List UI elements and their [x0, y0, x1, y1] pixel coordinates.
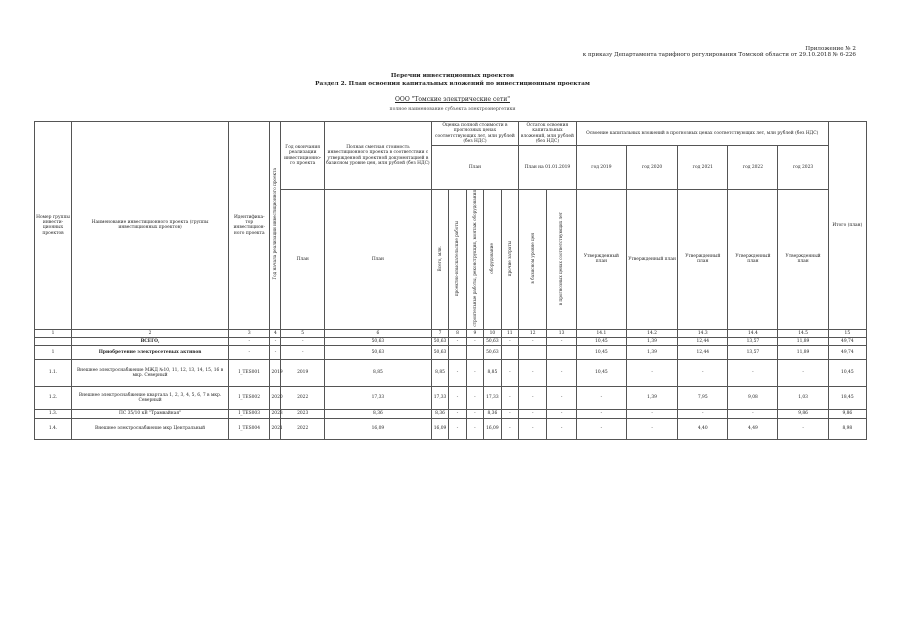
cell-y2021: -	[678, 359, 728, 386]
cell-cost: 16,09	[324, 418, 431, 439]
cell-rf	[547, 345, 576, 359]
header-row-1	[35, 122, 867, 146]
hdr-sub-other: прочие затраты	[501, 190, 518, 330]
cell-id: -	[229, 337, 270, 345]
cell-y2023: -	[778, 418, 828, 439]
appendix-reference: к приказу Департамента тарифного регулирования Томской области от 29.10.2018 № 6-226	[582, 52, 856, 59]
cell-rf: -	[547, 386, 576, 409]
cell-start: 2021	[270, 418, 281, 439]
document-title	[0, 73, 905, 89]
cell-start: -	[270, 337, 281, 345]
cell-y2022: 9,08	[728, 386, 778, 409]
column-number: 3	[229, 329, 270, 337]
cell-id: I_TES002	[229, 386, 270, 409]
cell-y2023: 1,03	[778, 386, 828, 409]
cell-name: Внешнее электроснабжение мкр Центральный	[72, 418, 229, 439]
hdr-sub-pir: проектно-изыскательские работы	[449, 190, 466, 330]
cell-start: -	[270, 345, 281, 359]
cell-pir: -	[449, 409, 466, 418]
column-number: 14.4	[728, 329, 778, 337]
cell-rb: -	[519, 409, 547, 418]
cell-rb: -	[519, 386, 547, 409]
cell-pir	[449, 345, 466, 359]
column-number: 1	[35, 329, 72, 337]
hdr-approved-2022: Утвержденный план	[728, 190, 778, 330]
cell-other: -	[501, 418, 518, 439]
cell-equip: 8,85	[484, 359, 501, 386]
cell-rf: -	[547, 359, 576, 386]
cell-name: ПС 35/10 кВ "Трамвайная"	[72, 409, 229, 418]
cell-total: 8,85	[431, 359, 448, 386]
cell-total: 8,36	[431, 409, 448, 418]
cell-other: -	[501, 409, 518, 418]
cell-name: Приобретение электросетевых активов	[72, 345, 229, 359]
column-number: 14.5	[778, 329, 828, 337]
hdr-approved-2019: Утвержденный план	[576, 190, 626, 330]
cell-start: 2023	[270, 409, 281, 418]
column-number: 15	[828, 329, 866, 337]
cell-id: I_TES003	[229, 409, 270, 418]
company-caption: полное наименование субъекта электроэнергетики	[389, 107, 516, 112]
cell-pir: -	[449, 386, 466, 409]
hdr-year-2023: год 2023	[778, 146, 828, 190]
hdr-project-name: Наименование инвестиционного проекта (группы инвестиционных проектов)	[72, 122, 229, 330]
cell-y2022: 4,49	[728, 418, 778, 439]
hdr-plan-date: План на 01.01.2019	[519, 146, 577, 190]
cell-name: Внешнее электроснабжение квартала 1, 2, 3, 4, 5, 6, 7 в мкр. Северный	[72, 386, 229, 409]
investment-table	[34, 121, 867, 440]
cell-cost: 8,85	[324, 359, 431, 386]
cell-num	[35, 337, 72, 345]
cell-smr: -	[466, 418, 483, 439]
cell-y2023: 11,89	[778, 345, 828, 359]
company-name: ООО "Томские электрические сети"	[395, 96, 510, 103]
cell-rb: -	[519, 418, 547, 439]
column-number: 13	[547, 329, 576, 337]
cell-y2020: 1,39	[626, 337, 677, 345]
table-row	[35, 337, 867, 345]
cell-y2019: -	[576, 409, 626, 418]
hdr-total: Итого (план)	[828, 122, 866, 330]
cell-rf: -	[547, 337, 576, 345]
column-number: 5	[281, 329, 325, 337]
cell-equip: 50,63	[484, 345, 501, 359]
cell-smr: -	[466, 337, 483, 345]
column-number: 14.3	[678, 329, 728, 337]
cell-y2022: -	[728, 409, 778, 418]
hdr-remaining-cost: Остаток освоения капитальных вложений, млн рублей (без НДС)	[519, 122, 577, 146]
column-number: 8	[449, 329, 466, 337]
cell-end: 2022	[281, 386, 325, 409]
cell-y2019: 10,45	[576, 337, 626, 345]
column-number: 2	[72, 329, 229, 337]
cell-y2021: 12,44	[678, 337, 728, 345]
cell-y2023: 11,89	[778, 337, 828, 345]
cell-y2020: -	[626, 359, 677, 386]
cell-end: 2019	[281, 359, 325, 386]
cell-total: 50,63	[431, 337, 448, 345]
hdr-sub-total: Всего, млн.	[431, 190, 448, 330]
cell-cost: 8,36	[324, 409, 431, 418]
table-row	[35, 345, 867, 359]
column-number: 7	[431, 329, 448, 337]
cell-equip: 50,63	[484, 337, 501, 345]
table-row	[35, 359, 867, 386]
table-row	[35, 418, 867, 439]
cell-equip: 8,36	[484, 409, 501, 418]
hdr-approved-2023: Утвержденный план	[778, 190, 828, 330]
cell-end: 2023	[281, 409, 325, 418]
cell-smr	[466, 345, 483, 359]
cell-rf: -	[547, 418, 576, 439]
hdr-start-year-text: Год начала реализации инвестиционного проекта	[272, 168, 278, 281]
cell-y2022: 13,57	[728, 337, 778, 345]
table-row	[35, 409, 867, 418]
cell-equip: 16,09	[484, 418, 501, 439]
cell-y2022: 13,57	[728, 345, 778, 359]
cell-total: 16,09	[431, 418, 448, 439]
cell-cost: 50,63	[324, 337, 431, 345]
cell-y2020: 1,39	[626, 386, 677, 409]
hdr-cost-plan: План	[324, 190, 431, 330]
cell-y2021: 12,44	[678, 345, 728, 359]
cell-end: -	[281, 337, 325, 345]
cell-name: Внешнее электроснабжение МЖД №10, 11, 12, 13, 14, 15, 16 в мкр. Северный	[72, 359, 229, 386]
cell-other	[501, 345, 518, 359]
hdr-group-number: Номер группы инвести-ционных проектов	[35, 122, 72, 330]
hdr-plan-estimate: План	[431, 146, 518, 190]
cell-num: 1.3.	[35, 409, 72, 418]
cell-rf: -	[547, 409, 576, 418]
cell-sum: 49,74	[828, 345, 866, 359]
cell-y2023: -	[778, 359, 828, 386]
cell-num: 1	[35, 345, 72, 359]
hdr-year-2020: год 2020	[626, 146, 677, 190]
hdr-approved-2021: Утвержденный план	[678, 190, 728, 330]
hdr-development: Освоение капитальных вложений в прогнозных ценах соответствующих лет, млн рублей (без НДС)	[576, 122, 828, 146]
hdr-sub-smr: строительные работы, реконструкция, монтаж оборудования	[466, 190, 483, 330]
cell-id: I_TES004	[229, 418, 270, 439]
column-number: 14.2	[626, 329, 677, 337]
cell-pir: -	[449, 418, 466, 439]
cell-name: ВСЕГО,	[72, 337, 229, 345]
cell-y2019: 10,45	[576, 345, 626, 359]
cell-y2021: 7,95	[678, 386, 728, 409]
table-row	[35, 386, 867, 409]
cell-end: 2022	[281, 418, 325, 439]
cell-num: 1.2.	[35, 386, 72, 409]
column-number: 6	[324, 329, 431, 337]
hdr-sub-base: в базисном уровне цен	[519, 190, 547, 330]
cell-y2023: 9,86	[778, 409, 828, 418]
column-number-row	[35, 329, 867, 337]
hdr-sub-forecast: в прогнозных ценах соответствующих лет	[547, 190, 576, 330]
column-number: 11	[501, 329, 518, 337]
cell-rb: -	[519, 359, 547, 386]
cell-y2022: -	[728, 359, 778, 386]
cell-other: -	[501, 337, 518, 345]
title-line-2: Раздел 2. План освоения капитальных вложений по инвестиционным проектам	[315, 80, 590, 87]
cell-y2021: 4,40	[678, 418, 728, 439]
column-number: 10	[484, 329, 501, 337]
cell-start: 2019	[270, 359, 281, 386]
cell-y2020: -	[626, 418, 677, 439]
cell-start: 2020	[270, 386, 281, 409]
hdr-project-id: Идентифика-тор инвестицион-ного проекта	[229, 122, 270, 330]
cell-sum: 10,45	[828, 359, 866, 386]
hdr-full-cost: Полная сметная стоимость инвестиционного проекта в соответствии с утвержденной проектной документацией в базисном уровне цен, млн рублей (без НДС)	[324, 122, 431, 190]
cell-pir: -	[449, 359, 466, 386]
title-line-1: Перечни инвестиционных проектов	[390, 73, 515, 79]
hdr-start-year	[270, 122, 281, 330]
hdr-end-year: Год окончания реализации инвестиционно-го проекта	[281, 122, 325, 190]
cell-cost: 50,63	[324, 345, 431, 359]
column-number: 4	[270, 329, 281, 337]
appendix-header	[583, 46, 856, 59]
cell-num: 1.1.	[35, 359, 72, 386]
hdr-year-2022: год 2022	[728, 146, 778, 190]
column-number: 12	[519, 329, 547, 337]
cell-sum: 18,45	[828, 386, 866, 409]
cell-equip: 17,33	[484, 386, 501, 409]
column-number: 9	[466, 329, 483, 337]
cell-y2021: -	[678, 409, 728, 418]
cell-smr: -	[466, 409, 483, 418]
cell-num: 1.4.	[35, 418, 72, 439]
hdr-approved-2020: Утвержденный план	[626, 190, 677, 330]
cell-smr: -	[466, 386, 483, 409]
cell-sum: 9,86	[828, 409, 866, 418]
appendix-label: Приложение № 2	[805, 46, 856, 52]
cell-other: -	[501, 386, 518, 409]
cell-y2019: -	[576, 418, 626, 439]
cell-y2020: -	[626, 409, 677, 418]
cell-id: I_TES001	[229, 359, 270, 386]
hdr-year-2019: год 2019	[576, 146, 626, 190]
column-number: 14.1	[576, 329, 626, 337]
cell-other: -	[501, 359, 518, 386]
hdr-year-2021: год 2021	[678, 146, 728, 190]
hdr-full-cost-estimate: Оценка полной стоимости в прогнозных ценах соответствующих лет, млн рублей (без НДС)	[431, 122, 518, 146]
cell-pir: -	[449, 337, 466, 345]
cell-rb: -	[519, 337, 547, 345]
cell-sum: 8,98	[828, 418, 866, 439]
cell-id: -	[229, 345, 270, 359]
hdr-end-plan: План	[281, 190, 325, 330]
cell-y2019: -	[576, 386, 626, 409]
cell-total: 17,33	[431, 386, 448, 409]
cell-cost: 17,33	[324, 386, 431, 409]
cell-end: -	[281, 345, 325, 359]
cell-y2020: 1,39	[626, 345, 677, 359]
cell-sum: 49,74	[828, 337, 866, 345]
cell-y2019: 10,45	[576, 359, 626, 386]
cell-smr: -	[466, 359, 483, 386]
hdr-sub-equipment: оборудование	[484, 190, 501, 330]
cell-total: 50,63	[431, 345, 448, 359]
cell-rb	[519, 345, 547, 359]
